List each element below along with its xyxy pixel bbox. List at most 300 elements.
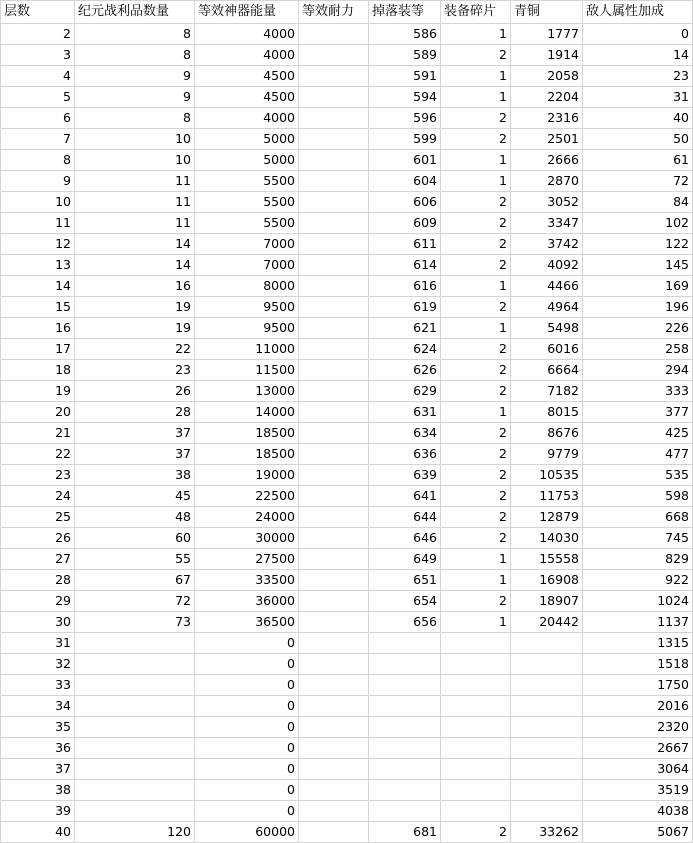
cell-equivalent-stamina[interactable] xyxy=(299,318,369,339)
cell-bronze[interactable]: 7182 xyxy=(511,381,583,402)
cell-bronze[interactable]: 6664 xyxy=(511,360,583,381)
cell-era-loot-count[interactable] xyxy=(75,717,195,738)
cell-enemy-stat-bonus[interactable]: 598 xyxy=(583,486,693,507)
cell-era-loot-count[interactable]: 73 xyxy=(75,612,195,633)
cell-gear-shards[interactable] xyxy=(441,717,511,738)
cell-floor[interactable]: 12 xyxy=(1,234,75,255)
cell-drop-item-level[interactable]: 616 xyxy=(369,276,441,297)
cell-era-loot-count[interactable] xyxy=(75,738,195,759)
cell-equivalent-artifact-power[interactable]: 7000 xyxy=(195,234,299,255)
cell-equivalent-stamina[interactable] xyxy=(299,696,369,717)
cell-bronze[interactable] xyxy=(511,801,583,822)
cell-drop-item-level[interactable] xyxy=(369,759,441,780)
cell-equivalent-stamina[interactable] xyxy=(299,24,369,45)
cell-bronze[interactable] xyxy=(511,654,583,675)
cell-bronze[interactable]: 1777 xyxy=(511,24,583,45)
cell-drop-item-level[interactable]: 634 xyxy=(369,423,441,444)
cell-equivalent-stamina[interactable] xyxy=(299,381,369,402)
cell-floor[interactable]: 40 xyxy=(1,822,75,843)
cell-equivalent-stamina[interactable] xyxy=(299,423,369,444)
cell-equivalent-stamina[interactable] xyxy=(299,507,369,528)
cell-era-loot-count[interactable] xyxy=(75,780,195,801)
cell-equivalent-artifact-power[interactable]: 33500 xyxy=(195,570,299,591)
cell-enemy-stat-bonus[interactable]: 145 xyxy=(583,255,693,276)
cell-drop-item-level[interactable]: 611 xyxy=(369,234,441,255)
cell-era-loot-count[interactable]: 60 xyxy=(75,528,195,549)
cell-equivalent-artifact-power[interactable]: 0 xyxy=(195,654,299,675)
cell-bronze[interactable] xyxy=(511,738,583,759)
cell-era-loot-count[interactable] xyxy=(75,696,195,717)
cell-drop-item-level[interactable]: 596 xyxy=(369,108,441,129)
cell-floor[interactable]: 6 xyxy=(1,108,75,129)
cell-bronze[interactable] xyxy=(511,717,583,738)
cell-enemy-stat-bonus[interactable]: 0 xyxy=(583,24,693,45)
cell-gear-shards[interactable]: 2 xyxy=(441,45,511,66)
cell-equivalent-stamina[interactable] xyxy=(299,738,369,759)
cell-equivalent-artifact-power[interactable]: 19000 xyxy=(195,465,299,486)
cell-equivalent-artifact-power[interactable]: 11000 xyxy=(195,339,299,360)
cell-equivalent-artifact-power[interactable]: 22500 xyxy=(195,486,299,507)
cell-equivalent-stamina[interactable] xyxy=(299,486,369,507)
cell-era-loot-count[interactable]: 55 xyxy=(75,549,195,570)
cell-enemy-stat-bonus[interactable]: 2667 xyxy=(583,738,693,759)
cell-era-loot-count[interactable]: 10 xyxy=(75,129,195,150)
cell-drop-item-level[interactable]: 639 xyxy=(369,465,441,486)
cell-enemy-stat-bonus[interactable]: 535 xyxy=(583,465,693,486)
cell-drop-item-level[interactable]: 599 xyxy=(369,129,441,150)
header-enemy-stat-bonus[interactable]: 敌人属性加成 xyxy=(583,1,693,24)
cell-gear-shards[interactable]: 2 xyxy=(441,297,511,318)
cell-equivalent-artifact-power[interactable]: 5500 xyxy=(195,213,299,234)
cell-drop-item-level[interactable]: 654 xyxy=(369,591,441,612)
cell-drop-item-level[interactable] xyxy=(369,654,441,675)
header-era-loot-count[interactable]: 纪元战利品数量 xyxy=(75,1,195,24)
cell-gear-shards[interactable]: 2 xyxy=(441,360,511,381)
cell-gear-shards[interactable]: 2 xyxy=(441,108,511,129)
cell-era-loot-count[interactable]: 16 xyxy=(75,276,195,297)
header-equivalent-artifact-power[interactable]: 等效神器能量 xyxy=(195,1,299,24)
cell-drop-item-level[interactable]: 681 xyxy=(369,822,441,843)
cell-bronze[interactable]: 2501 xyxy=(511,129,583,150)
cell-equivalent-artifact-power[interactable]: 5500 xyxy=(195,171,299,192)
cell-floor[interactable]: 18 xyxy=(1,360,75,381)
cell-gear-shards[interactable]: 2 xyxy=(441,486,511,507)
cell-enemy-stat-bonus[interactable]: 169 xyxy=(583,276,693,297)
cell-floor[interactable]: 23 xyxy=(1,465,75,486)
cell-gear-shards[interactable]: 1 xyxy=(441,318,511,339)
cell-enemy-stat-bonus[interactable]: 102 xyxy=(583,213,693,234)
cell-equivalent-artifact-power[interactable]: 0 xyxy=(195,801,299,822)
cell-drop-item-level[interactable]: 636 xyxy=(369,444,441,465)
cell-era-loot-count[interactable]: 9 xyxy=(75,87,195,108)
cell-drop-item-level[interactable]: 601 xyxy=(369,150,441,171)
cell-equivalent-artifact-power[interactable]: 0 xyxy=(195,675,299,696)
cell-bronze[interactable]: 20442 xyxy=(511,612,583,633)
cell-drop-item-level[interactable]: 631 xyxy=(369,402,441,423)
cell-floor[interactable]: 5 xyxy=(1,87,75,108)
cell-floor[interactable]: 10 xyxy=(1,192,75,213)
cell-equivalent-artifact-power[interactable]: 0 xyxy=(195,759,299,780)
cell-equivalent-stamina[interactable] xyxy=(299,780,369,801)
cell-drop-item-level[interactable]: 594 xyxy=(369,87,441,108)
cell-era-loot-count[interactable]: 37 xyxy=(75,444,195,465)
cell-equivalent-stamina[interactable] xyxy=(299,192,369,213)
cell-floor[interactable]: 35 xyxy=(1,717,75,738)
cell-bronze[interactable]: 16908 xyxy=(511,570,583,591)
cell-gear-shards[interactable]: 2 xyxy=(441,591,511,612)
cell-equivalent-artifact-power[interactable]: 27500 xyxy=(195,549,299,570)
cell-era-loot-count[interactable]: 38 xyxy=(75,465,195,486)
cell-gear-shards[interactable] xyxy=(441,654,511,675)
cell-equivalent-stamina[interactable] xyxy=(299,276,369,297)
cell-era-loot-count[interactable] xyxy=(75,654,195,675)
cell-equivalent-stamina[interactable] xyxy=(299,570,369,591)
cell-drop-item-level[interactable]: 614 xyxy=(369,255,441,276)
cell-enemy-stat-bonus[interactable]: 226 xyxy=(583,318,693,339)
cell-gear-shards[interactable]: 1 xyxy=(441,570,511,591)
cell-floor[interactable]: 33 xyxy=(1,675,75,696)
cell-era-loot-count[interactable]: 22 xyxy=(75,339,195,360)
cell-floor[interactable]: 16 xyxy=(1,318,75,339)
cell-gear-shards[interactable]: 2 xyxy=(441,381,511,402)
cell-equivalent-stamina[interactable] xyxy=(299,822,369,843)
cell-bronze[interactable]: 3347 xyxy=(511,213,583,234)
cell-floor[interactable]: 21 xyxy=(1,423,75,444)
cell-floor[interactable]: 3 xyxy=(1,45,75,66)
cell-era-loot-count[interactable]: 28 xyxy=(75,402,195,423)
cell-drop-item-level[interactable]: 649 xyxy=(369,549,441,570)
cell-equivalent-artifact-power[interactable]: 60000 xyxy=(195,822,299,843)
cell-floor[interactable]: 25 xyxy=(1,507,75,528)
cell-equivalent-stamina[interactable] xyxy=(299,339,369,360)
cell-equivalent-artifact-power[interactable]: 4500 xyxy=(195,87,299,108)
cell-gear-shards[interactable]: 2 xyxy=(441,423,511,444)
cell-era-loot-count[interactable]: 11 xyxy=(75,192,195,213)
cell-era-loot-count[interactable]: 14 xyxy=(75,255,195,276)
cell-era-loot-count[interactable]: 9 xyxy=(75,66,195,87)
cell-bronze[interactable] xyxy=(511,675,583,696)
cell-floor[interactable]: 8 xyxy=(1,150,75,171)
cell-enemy-stat-bonus[interactable]: 31 xyxy=(583,87,693,108)
cell-enemy-stat-bonus[interactable]: 14 xyxy=(583,45,693,66)
cell-equivalent-stamina[interactable] xyxy=(299,360,369,381)
cell-equivalent-artifact-power[interactable]: 18500 xyxy=(195,423,299,444)
cell-floor[interactable]: 37 xyxy=(1,759,75,780)
cell-equivalent-artifact-power[interactable]: 4500 xyxy=(195,66,299,87)
cell-drop-item-level[interactable]: 626 xyxy=(369,360,441,381)
cell-equivalent-artifact-power[interactable]: 36000 xyxy=(195,591,299,612)
cell-bronze[interactable]: 6016 xyxy=(511,339,583,360)
cell-enemy-stat-bonus[interactable]: 1315 xyxy=(583,633,693,654)
cell-floor[interactable]: 4 xyxy=(1,66,75,87)
cell-equivalent-stamina[interactable] xyxy=(299,129,369,150)
cell-era-loot-count[interactable]: 8 xyxy=(75,24,195,45)
cell-equivalent-artifact-power[interactable]: 11500 xyxy=(195,360,299,381)
cell-gear-shards[interactable]: 2 xyxy=(441,507,511,528)
cell-drop-item-level[interactable]: 646 xyxy=(369,528,441,549)
cell-bronze[interactable]: 3742 xyxy=(511,234,583,255)
cell-gear-shards[interactable] xyxy=(441,801,511,822)
header-bronze[interactable]: 青铜 xyxy=(511,1,583,24)
cell-equivalent-artifact-power[interactable]: 8000 xyxy=(195,276,299,297)
cell-drop-item-level[interactable]: 624 xyxy=(369,339,441,360)
cell-bronze[interactable]: 4466 xyxy=(511,276,583,297)
cell-equivalent-artifact-power[interactable]: 0 xyxy=(195,738,299,759)
cell-bronze[interactable]: 1914 xyxy=(511,45,583,66)
cell-gear-shards[interactable]: 1 xyxy=(441,612,511,633)
cell-equivalent-stamina[interactable] xyxy=(299,654,369,675)
cell-equivalent-artifact-power[interactable]: 0 xyxy=(195,633,299,654)
cell-equivalent-stamina[interactable] xyxy=(299,717,369,738)
cell-gear-shards[interactable]: 1 xyxy=(441,402,511,423)
cell-era-loot-count[interactable] xyxy=(75,675,195,696)
cell-enemy-stat-bonus[interactable]: 1750 xyxy=(583,675,693,696)
cell-floor[interactable]: 17 xyxy=(1,339,75,360)
cell-bronze[interactable]: 3052 xyxy=(511,192,583,213)
cell-drop-item-level[interactable]: 586 xyxy=(369,24,441,45)
cell-enemy-stat-bonus[interactable]: 72 xyxy=(583,171,693,192)
cell-equivalent-artifact-power[interactable]: 13000 xyxy=(195,381,299,402)
cell-equivalent-stamina[interactable] xyxy=(299,66,369,87)
cell-bronze[interactable] xyxy=(511,633,583,654)
cell-equivalent-stamina[interactable] xyxy=(299,213,369,234)
cell-floor[interactable]: 29 xyxy=(1,591,75,612)
cell-enemy-stat-bonus[interactable]: 333 xyxy=(583,381,693,402)
cell-era-loot-count[interactable]: 19 xyxy=(75,318,195,339)
cell-gear-shards[interactable]: 2 xyxy=(441,444,511,465)
cell-era-loot-count[interactable]: 45 xyxy=(75,486,195,507)
cell-era-loot-count[interactable]: 120 xyxy=(75,822,195,843)
cell-equivalent-stamina[interactable] xyxy=(299,87,369,108)
cell-bronze[interactable]: 5498 xyxy=(511,318,583,339)
cell-bronze[interactable]: 18907 xyxy=(511,591,583,612)
cell-drop-item-level[interactable] xyxy=(369,780,441,801)
cell-bronze[interactable]: 11753 xyxy=(511,486,583,507)
cell-enemy-stat-bonus[interactable]: 5067 xyxy=(583,822,693,843)
cell-equivalent-artifact-power[interactable]: 5000 xyxy=(195,129,299,150)
cell-bronze[interactable]: 10535 xyxy=(511,465,583,486)
cell-equivalent-artifact-power[interactable]: 5000 xyxy=(195,150,299,171)
cell-bronze[interactable]: 12879 xyxy=(511,507,583,528)
cell-bronze[interactable]: 33262 xyxy=(511,822,583,843)
cell-equivalent-artifact-power[interactable]: 18500 xyxy=(195,444,299,465)
cell-floor[interactable]: 20 xyxy=(1,402,75,423)
header-equivalent-stamina[interactable]: 等效耐力 xyxy=(299,1,369,24)
cell-era-loot-count[interactable]: 48 xyxy=(75,507,195,528)
cell-enemy-stat-bonus[interactable]: 23 xyxy=(583,66,693,87)
cell-equivalent-artifact-power[interactable]: 14000 xyxy=(195,402,299,423)
cell-gear-shards[interactable] xyxy=(441,780,511,801)
cell-enemy-stat-bonus[interactable]: 377 xyxy=(583,402,693,423)
cell-equivalent-artifact-power[interactable]: 5500 xyxy=(195,192,299,213)
cell-enemy-stat-bonus[interactable]: 50 xyxy=(583,129,693,150)
cell-equivalent-stamina[interactable] xyxy=(299,465,369,486)
cell-equivalent-artifact-power[interactable]: 9500 xyxy=(195,297,299,318)
cell-drop-item-level[interactable]: 656 xyxy=(369,612,441,633)
cell-equivalent-stamina[interactable] xyxy=(299,171,369,192)
cell-bronze[interactable] xyxy=(511,759,583,780)
cell-drop-item-level[interactable]: 606 xyxy=(369,192,441,213)
cell-equivalent-stamina[interactable] xyxy=(299,255,369,276)
cell-drop-item-level[interactable]: 604 xyxy=(369,171,441,192)
cell-era-loot-count[interactable]: 14 xyxy=(75,234,195,255)
cell-enemy-stat-bonus[interactable]: 196 xyxy=(583,297,693,318)
cell-era-loot-count[interactable] xyxy=(75,759,195,780)
cell-floor[interactable]: 31 xyxy=(1,633,75,654)
cell-equivalent-artifact-power[interactable]: 4000 xyxy=(195,108,299,129)
cell-floor[interactable]: 2 xyxy=(1,24,75,45)
cell-floor[interactable]: 38 xyxy=(1,780,75,801)
cell-gear-shards[interactable]: 1 xyxy=(441,87,511,108)
cell-enemy-stat-bonus[interactable]: 3519 xyxy=(583,780,693,801)
cell-enemy-stat-bonus[interactable]: 2320 xyxy=(583,717,693,738)
cell-drop-item-level[interactable] xyxy=(369,633,441,654)
cell-drop-item-level[interactable]: 609 xyxy=(369,213,441,234)
cell-drop-item-level[interactable] xyxy=(369,738,441,759)
cell-gear-shards[interactable]: 1 xyxy=(441,24,511,45)
cell-bronze[interactable]: 9779 xyxy=(511,444,583,465)
cell-era-loot-count[interactable] xyxy=(75,801,195,822)
cell-floor[interactable]: 32 xyxy=(1,654,75,675)
cell-gear-shards[interactable]: 1 xyxy=(441,549,511,570)
cell-era-loot-count[interactable]: 37 xyxy=(75,423,195,444)
cell-floor[interactable]: 36 xyxy=(1,738,75,759)
cell-equivalent-stamina[interactable] xyxy=(299,591,369,612)
cell-equivalent-stamina[interactable] xyxy=(299,549,369,570)
cell-equivalent-artifact-power[interactable]: 0 xyxy=(195,696,299,717)
cell-floor[interactable]: 26 xyxy=(1,528,75,549)
cell-gear-shards[interactable] xyxy=(441,633,511,654)
cell-floor[interactable]: 14 xyxy=(1,276,75,297)
cell-drop-item-level[interactable]: 641 xyxy=(369,486,441,507)
cell-gear-shards[interactable]: 2 xyxy=(441,234,511,255)
cell-bronze[interactable]: 2058 xyxy=(511,66,583,87)
header-gear-shards[interactable]: 装备碎片 xyxy=(441,1,511,24)
cell-equivalent-stamina[interactable] xyxy=(299,297,369,318)
cell-equivalent-stamina[interactable] xyxy=(299,801,369,822)
cell-floor[interactable]: 11 xyxy=(1,213,75,234)
cell-equivalent-artifact-power[interactable]: 0 xyxy=(195,717,299,738)
cell-floor[interactable]: 9 xyxy=(1,171,75,192)
cell-gear-shards[interactable]: 1 xyxy=(441,276,511,297)
cell-equivalent-artifact-power[interactable]: 7000 xyxy=(195,255,299,276)
cell-drop-item-level[interactable] xyxy=(369,717,441,738)
cell-era-loot-count[interactable] xyxy=(75,633,195,654)
cell-bronze[interactable]: 2204 xyxy=(511,87,583,108)
cell-equivalent-stamina[interactable] xyxy=(299,234,369,255)
cell-drop-item-level[interactable] xyxy=(369,801,441,822)
cell-equivalent-artifact-power[interactable]: 24000 xyxy=(195,507,299,528)
cell-gear-shards[interactable] xyxy=(441,675,511,696)
cell-drop-item-level[interactable]: 651 xyxy=(369,570,441,591)
cell-bronze[interactable] xyxy=(511,696,583,717)
cell-bronze[interactable]: 14030 xyxy=(511,528,583,549)
cell-drop-item-level[interactable]: 619 xyxy=(369,297,441,318)
cell-floor[interactable]: 7 xyxy=(1,129,75,150)
cell-enemy-stat-bonus[interactable]: 829 xyxy=(583,549,693,570)
cell-enemy-stat-bonus[interactable]: 1024 xyxy=(583,591,693,612)
cell-era-loot-count[interactable]: 26 xyxy=(75,381,195,402)
cell-enemy-stat-bonus[interactable]: 4038 xyxy=(583,801,693,822)
cell-bronze[interactable]: 15558 xyxy=(511,549,583,570)
cell-era-loot-count[interactable]: 23 xyxy=(75,360,195,381)
cell-gear-shards[interactable] xyxy=(441,738,511,759)
cell-gear-shards[interactable]: 2 xyxy=(441,129,511,150)
cell-floor[interactable]: 39 xyxy=(1,801,75,822)
cell-equivalent-stamina[interactable] xyxy=(299,150,369,171)
cell-drop-item-level[interactable] xyxy=(369,696,441,717)
cell-equivalent-stamina[interactable] xyxy=(299,444,369,465)
cell-era-loot-count[interactable]: 11 xyxy=(75,213,195,234)
cell-drop-item-level[interactable]: 644 xyxy=(369,507,441,528)
cell-bronze[interactable]: 4092 xyxy=(511,255,583,276)
cell-gear-shards[interactable]: 2 xyxy=(441,213,511,234)
header-floor[interactable]: 层数 xyxy=(1,1,75,24)
cell-gear-shards[interactable]: 1 xyxy=(441,66,511,87)
cell-floor[interactable]: 27 xyxy=(1,549,75,570)
cell-floor[interactable]: 34 xyxy=(1,696,75,717)
cell-gear-shards[interactable]: 2 xyxy=(441,339,511,360)
cell-era-loot-count[interactable]: 8 xyxy=(75,45,195,66)
cell-enemy-stat-bonus[interactable]: 294 xyxy=(583,360,693,381)
header-drop-item-level[interactable]: 掉落装等 xyxy=(369,1,441,24)
cell-equivalent-stamina[interactable] xyxy=(299,45,369,66)
cell-floor[interactable]: 13 xyxy=(1,255,75,276)
cell-enemy-stat-bonus[interactable]: 84 xyxy=(583,192,693,213)
cell-bronze[interactable]: 8676 xyxy=(511,423,583,444)
cell-gear-shards[interactable]: 1 xyxy=(441,150,511,171)
cell-floor[interactable]: 30 xyxy=(1,612,75,633)
cell-enemy-stat-bonus[interactable]: 40 xyxy=(583,108,693,129)
cell-gear-shards[interactable] xyxy=(441,696,511,717)
cell-enemy-stat-bonus[interactable]: 2016 xyxy=(583,696,693,717)
cell-gear-shards[interactable] xyxy=(441,759,511,780)
cell-enemy-stat-bonus[interactable]: 61 xyxy=(583,150,693,171)
cell-era-loot-count[interactable]: 8 xyxy=(75,108,195,129)
cell-bronze[interactable]: 2666 xyxy=(511,150,583,171)
cell-gear-shards[interactable]: 2 xyxy=(441,465,511,486)
cell-drop-item-level[interactable]: 591 xyxy=(369,66,441,87)
cell-equivalent-stamina[interactable] xyxy=(299,675,369,696)
cell-enemy-stat-bonus[interactable]: 745 xyxy=(583,528,693,549)
cell-era-loot-count[interactable]: 67 xyxy=(75,570,195,591)
cell-bronze[interactable]: 2870 xyxy=(511,171,583,192)
cell-bronze[interactable]: 2316 xyxy=(511,108,583,129)
cell-enemy-stat-bonus[interactable]: 3064 xyxy=(583,759,693,780)
cell-floor[interactable]: 24 xyxy=(1,486,75,507)
cell-drop-item-level[interactable] xyxy=(369,675,441,696)
cell-enemy-stat-bonus[interactable]: 122 xyxy=(583,234,693,255)
cell-bronze[interactable]: 4964 xyxy=(511,297,583,318)
cell-bronze[interactable] xyxy=(511,780,583,801)
cell-floor[interactable]: 22 xyxy=(1,444,75,465)
cell-gear-shards[interactable]: 2 xyxy=(441,255,511,276)
cell-equivalent-stamina[interactable] xyxy=(299,402,369,423)
cell-gear-shards[interactable]: 2 xyxy=(441,192,511,213)
cell-equivalent-artifact-power[interactable]: 36500 xyxy=(195,612,299,633)
cell-era-loot-count[interactable]: 11 xyxy=(75,171,195,192)
cell-gear-shards[interactable]: 2 xyxy=(441,822,511,843)
cell-enemy-stat-bonus[interactable]: 258 xyxy=(583,339,693,360)
cell-floor[interactable]: 15 xyxy=(1,297,75,318)
cell-bronze[interactable]: 8015 xyxy=(511,402,583,423)
cell-equivalent-stamina[interactable] xyxy=(299,612,369,633)
cell-floor[interactable]: 28 xyxy=(1,570,75,591)
cell-drop-item-level[interactable]: 621 xyxy=(369,318,441,339)
cell-enemy-stat-bonus[interactable]: 425 xyxy=(583,423,693,444)
cell-equivalent-stamina[interactable] xyxy=(299,759,369,780)
cell-gear-shards[interactable]: 2 xyxy=(441,528,511,549)
